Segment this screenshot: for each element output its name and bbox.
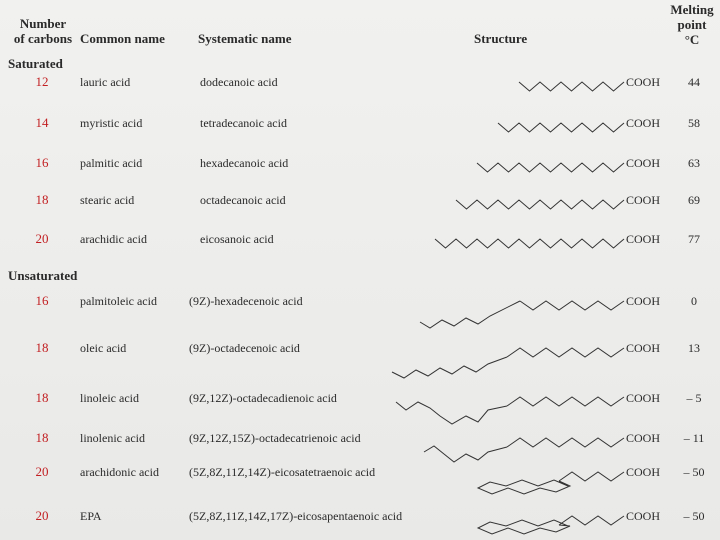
carbon-count: 20: [35, 464, 49, 479]
carbon-count: 12: [35, 74, 49, 89]
carbon-count: 18: [35, 430, 49, 445]
systematic-name: hexadecanoic acid: [200, 156, 289, 170]
unsaturated-tail: [478, 520, 570, 534]
cooh-group: COOH: [626, 391, 661, 405]
cooh-group: COOH: [626, 193, 661, 207]
carbon-count: 18: [35, 192, 49, 207]
melting-point: 0: [691, 294, 697, 308]
header-structure: Structure: [474, 31, 528, 46]
carbon-count: 20: [35, 508, 49, 523]
systematic-name: (5Z,8Z,11Z,14Z,17Z)-eicosapentaenoic acid: [189, 509, 403, 523]
cooh-group: COOH: [626, 341, 661, 355]
section-unsaturated: Unsaturated: [8, 268, 78, 283]
melting-point: 69: [688, 193, 700, 207]
common-name: linolenic acid: [80, 431, 145, 445]
carbon-count: 20: [35, 231, 49, 246]
header-carbons: Number of carbons: [13, 16, 73, 46]
unsaturated-chain: [507, 348, 624, 357]
common-name: oleic acid: [80, 341, 127, 355]
systematic-name: octadecanoic acid: [200, 193, 286, 207]
unsaturated-tail: [392, 357, 507, 378]
melting-point: 13: [688, 341, 700, 355]
unsaturated-tail: [424, 446, 507, 462]
melting-point: 77: [688, 232, 700, 246]
unsaturated-chain: [559, 472, 624, 481]
cooh-group: COOH: [626, 156, 661, 170]
unsaturated-chain: [559, 516, 624, 525]
melting-point: – 11: [683, 431, 705, 445]
saturated-chain: [498, 123, 624, 132]
header-systematic-name: Systematic name: [198, 31, 292, 46]
systematic-name: (9Z,12Z,15Z)-octadecatrienoic acid: [189, 431, 361, 445]
cooh-group: COOH: [626, 465, 661, 479]
melting-point: 58: [688, 116, 700, 130]
unsaturated-chain: [520, 301, 624, 310]
systematic-name: tetradecanoic acid: [200, 116, 287, 130]
header-common-name: Common name: [80, 31, 165, 46]
melting-point: 63: [688, 156, 700, 170]
cooh-group: COOH: [626, 509, 661, 523]
common-name: stearic acid: [80, 193, 135, 207]
systematic-name: eicosanoic acid: [200, 232, 274, 246]
melting-point: 44: [688, 75, 700, 89]
header-melting-point: Melting point °C: [670, 2, 714, 47]
unsaturated-tail: [420, 301, 520, 328]
melting-point: – 50: [683, 509, 705, 523]
common-name: palmitoleic acid: [80, 294, 157, 308]
unsaturated-chain: [507, 438, 624, 447]
section-saturated: Saturated: [8, 56, 63, 71]
systematic-name: dodecanoic acid: [200, 75, 278, 89]
unsaturated-tail: [478, 480, 570, 494]
systematic-name: (9Z,12Z)-octadecadienoic acid: [189, 391, 337, 405]
melting-point: – 50: [683, 465, 705, 479]
cooh-group: COOH: [626, 75, 661, 89]
carbon-count: 16: [35, 293, 49, 308]
systematic-name: (9Z)-octadecenoic acid: [189, 341, 300, 355]
cooh-group: COOH: [626, 116, 661, 130]
cooh-group: COOH: [626, 294, 661, 308]
common-name: EPA: [80, 509, 102, 523]
saturated-structures: [435, 82, 624, 248]
unsaturated-chain: [507, 397, 624, 406]
saturated-chain: [435, 239, 624, 248]
carbon-count: 16: [35, 155, 49, 170]
common-name: lauric acid: [80, 75, 131, 89]
common-name: linoleic acid: [80, 391, 139, 405]
common-name: myristic acid: [80, 116, 143, 130]
common-name: arachidic acid: [80, 232, 147, 246]
saturated-chain: [519, 82, 624, 91]
common-name: palmitic acid: [80, 156, 143, 170]
cooh-group: COOH: [626, 232, 661, 246]
carbon-count: 18: [35, 390, 49, 405]
carbon-count: 14: [35, 115, 49, 130]
carbon-count: 18: [35, 340, 49, 355]
common-name: arachidonic acid: [80, 465, 159, 479]
unsaturated-tail: [396, 402, 507, 424]
melting-point: – 5: [686, 391, 702, 405]
cooh-group: COOH: [626, 431, 661, 445]
saturated-chain: [456, 200, 624, 209]
systematic-name: (5Z,8Z,11Z,14Z)-eicosatetraenoic acid: [189, 465, 376, 479]
saturated-chain: [477, 163, 624, 172]
systematic-name: (9Z)-hexadecenoic acid: [189, 294, 303, 308]
unsaturated-structures: [392, 301, 624, 534]
